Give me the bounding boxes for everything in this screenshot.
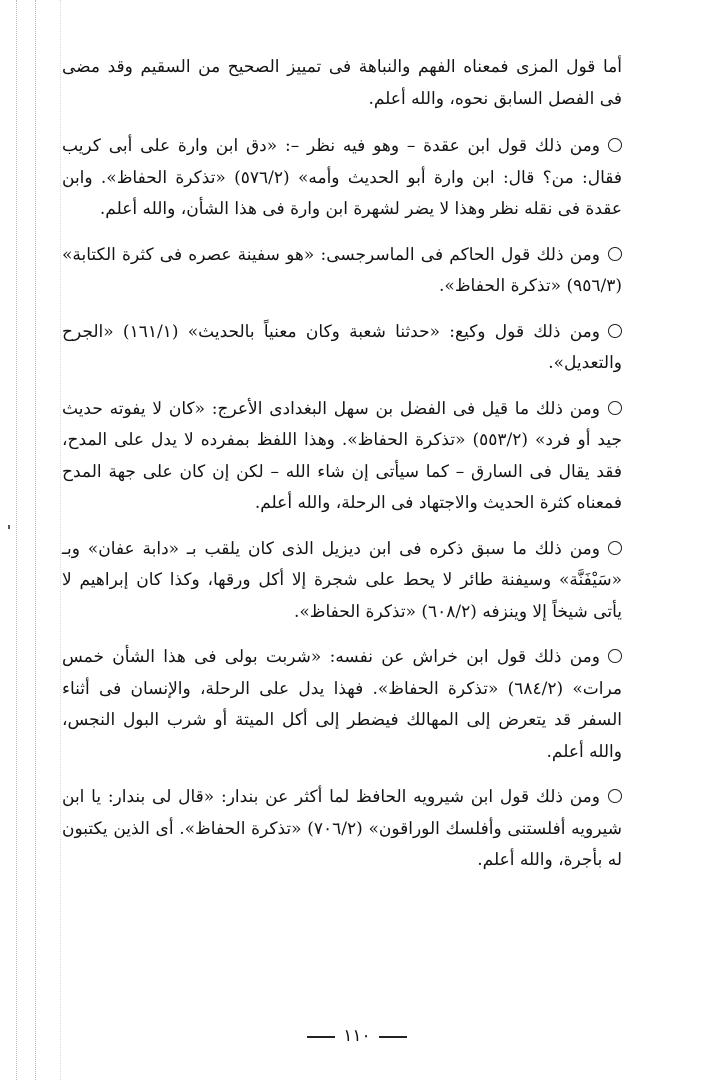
paragraph-text: ومن ذلك ما قيل فى الفضل بن سهل البغدادى الأعرج: «كان لا يفوته حديث جيد أو فرد» (٥٥٣/٢) «تذكرة الحفاظ». وهذا اللفظ بمفرده لا يدل على المدح، فقد يقال فى السارق – كما سيأتى إن شاء الله – لكن إن كان على جهة المدح فمعناه كثرة الحديث والاجتهاد فى الرحلة، والله أعلم. [62, 398, 622, 513]
paragraph-hakim [62, 240, 622, 303]
circle-bullet-icon [608, 247, 622, 261]
paragraph-text: ومن ذلك ما سبق ذكره فى ابن ديزيل الذى كان يلقب بـ «دابة عفان» وبـ «سَيْفَنَّة» وسيفنة طائر لا يحط على شجرة إلا أكل ورقها، وكذا كان إبراهيم لا يأتى شيخاً إلا وينزفه (٦٠٨/٢) «تذكرة الحفاظ». [62, 538, 622, 622]
paragraph-text: ومن ذلك قول الحاكم فى الماسرجسى: «هو سفينة عصره فى كثرة الكتابة» (٩٥٦/٣) «تذكرة الحفاظ». [62, 244, 622, 296]
paragraph-ibn-khirash [62, 642, 622, 768]
paragraph-ibn-uqda [62, 131, 622, 226]
paragraph-waki [62, 317, 622, 380]
paragraph-text: ومن ذلك قول ابن عقدة – وهو فيه نظر –: «دق ابن وارة على أبى كريب فقال: من؟ قال: ابن وارة أبو الحديث وأمه» (٥٧٦/٢) «تذكرة الحفاظ». وابن عقدة فى نقله نظر وهذا لا يضر لشهرة ابن وارة فى هذا الشأن، والله أعلم. [62, 136, 622, 219]
folio-dash [307, 1036, 335, 1038]
folio-dash [379, 1036, 407, 1038]
body-text [62, 52, 622, 891]
scan-edge-line [35, 0, 36, 1080]
paragraph-text: ومن ذلك قول وكيع: «حدثنا شعبة وكان معنياً بالحديث» (١٦١/١) «الجرح والتعديل». [62, 321, 622, 373]
paragraph-ibn-dizil [62, 534, 622, 629]
paragraph-intro [62, 52, 622, 115]
circle-bullet-icon [608, 789, 622, 803]
circle-bullet-icon [608, 649, 622, 663]
circle-bullet-icon [608, 401, 622, 415]
page-number-text: ١١٠ [343, 1026, 371, 1046]
circle-bullet-icon [608, 138, 622, 152]
scan-edge-line [60, 0, 61, 1080]
paragraph-text: ومن ذلك قول ابن خراش عن نفسه: «شربت بولى فى هذا الشأن خمس مرات» (٦٨٤/٢) «تذكرة الحفاظ». فهذا يدل على الرحلة، والإنسان فى أثناء السفر قد يتعرض إلى المهالك فيضطر إلى أكل الميتة أو شرب البول النجس، والله أعلم. [62, 647, 622, 762]
page-number [0, 1026, 714, 1046]
scan-speck [8, 525, 10, 529]
scan-edge-line [16, 0, 17, 1080]
paragraph-fadl [62, 394, 622, 520]
paragraph-ibn-shirawayh [62, 782, 622, 877]
circle-bullet-icon [608, 541, 622, 555]
paragraph-text: أما قول المزى فمعناه الفهم والنباهة فى تمييز الصحيح من السقيم وقد مضى فى الفصل السابق نحوه، والله أعلم. [62, 57, 622, 109]
circle-bullet-icon [608, 324, 622, 338]
paragraph-text: ومن ذلك قول ابن شيرويه الحافظ لما أكثر عن بندار: «قال لى بندار: يا ابن شيرويه أفلستنى وأفلسك الوراقون» (٧٠٦/٢) «تذكرة الحفاظ». أى الذين يكتبون له بأجرة، والله أعلم. [62, 787, 622, 870]
